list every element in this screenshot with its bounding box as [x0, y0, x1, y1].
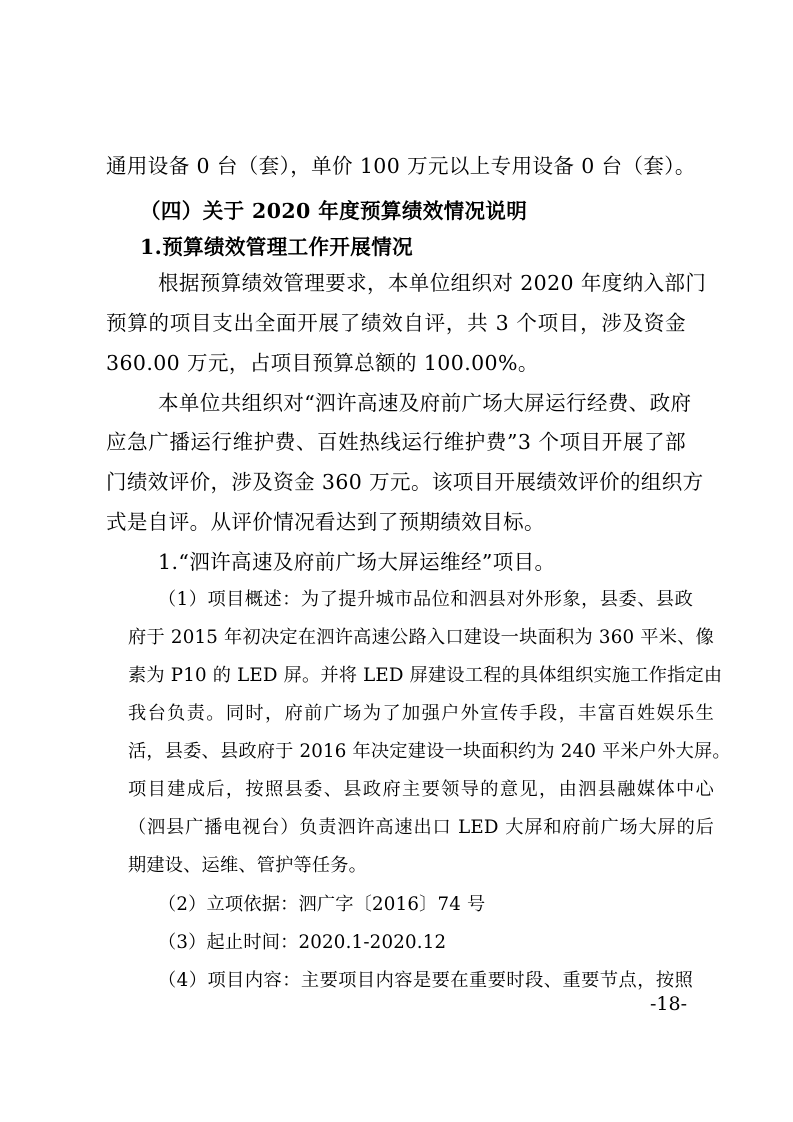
paragraph-line: 式是自评。从评价情况看达到了预期绩效目标。: [106, 510, 545, 534]
paragraph-line: 府于 2015 年初决定在泗许高速公路入口建设一块面积为 360 平米、像: [128, 627, 714, 648]
paragraph-line: 应急广播运行维护费、百姓热线运行维护费”3 个项目开展了部: [106, 430, 686, 454]
subsection-heading: 1.预算绩效管理工作开展情况: [140, 235, 414, 259]
paragraph-line: （2）立项依据：泗广字〔2016〕74 号: [158, 894, 486, 915]
paragraph-line: （4）项目内容：主要项目内容是要在重要时段、重要节点，按照: [158, 970, 693, 991]
paragraph-line: 我台负责。同时，府前广场为了加强户外宣传手段，丰富百姓娱乐生: [128, 703, 714, 724]
paragraph-line: 根据预算绩效管理要求，本单位组织对 2020 年度纳入部门: [158, 271, 707, 295]
paragraph-line: 预算的项目支出全面开展了绩效自评，共 3 个项目，涉及资金: [106, 311, 686, 335]
paragraph-line: （泗县广播电视台）负责泗许高速出口 LED 大屏和府前广场大屏的后: [128, 817, 714, 838]
paragraph-line: 门绩效评价，涉及资金 360 万元。该项目开展绩效评价的组织方: [106, 470, 704, 494]
paragraph-line: 期建设、运维、管护等任务。: [128, 855, 368, 876]
page-number: -18-: [650, 993, 688, 1015]
paragraph-line: 素为 P10 的 LED 屏。并将 LED 屏建设工程的具体组织实施工作指定由: [128, 665, 723, 686]
text-line: 通用设备 0 台（套），单价 100 万元以上专用设备 0 台（套）。: [106, 154, 696, 178]
paragraph-line: 活，县委、县政府于 2016 年决定建设一块面积约为 240 平米户外大屏。: [128, 741, 731, 762]
paragraph-line: （3）起止时间：2020.1-2020.12: [158, 932, 447, 953]
paragraph-line: 本单位共组织对“泗许高速及府前广场大屏运行经费、政府: [158, 391, 692, 415]
item-heading: 1.“泗许高速及府前广场大屏运维经”项目。: [158, 550, 556, 574]
paragraph-line: 360.00 万元，占项目预算总额的 100.00%。: [106, 351, 539, 375]
paragraph-line: 项目建成后，按照县委、县政府主要领导的意见，由泗县融媒体中心: [128, 779, 714, 800]
section-heading: （四）关于 2020 年度预算绩效情况说明: [140, 199, 528, 223]
paragraph-line: （1）项目概述：为了提升城市品位和泗县对外形象，县委、县政: [158, 589, 693, 610]
